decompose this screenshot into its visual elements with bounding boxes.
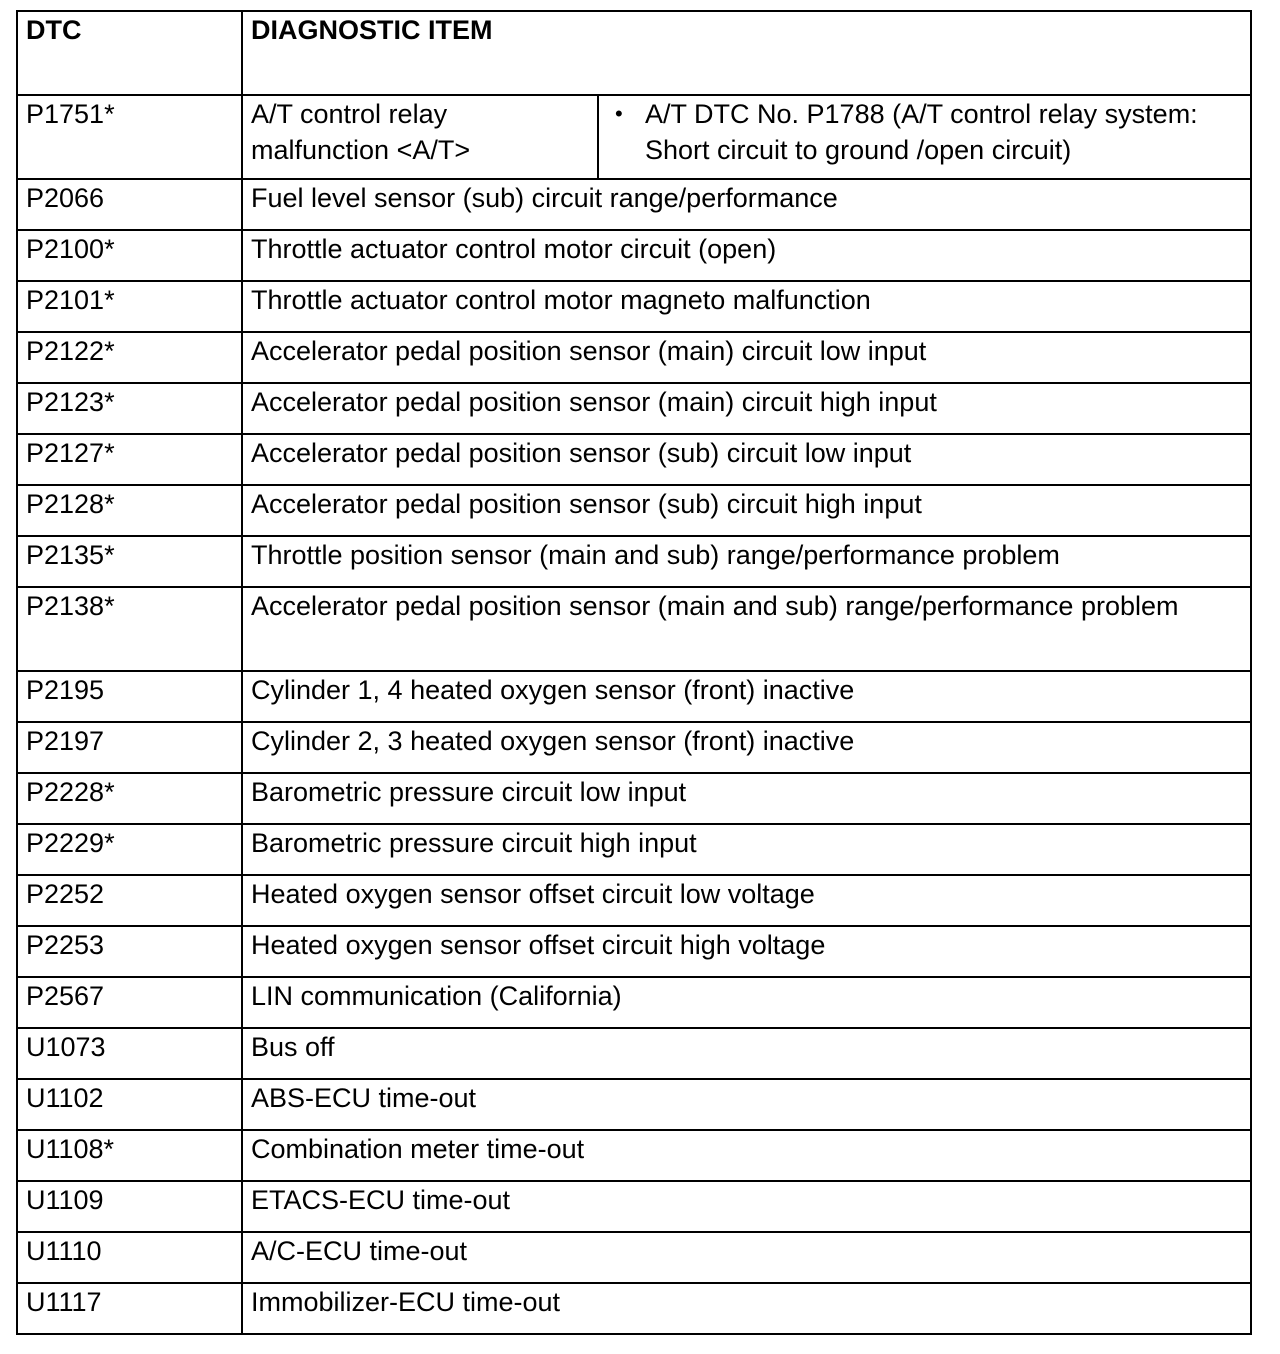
table-row bbox=[17, 485, 1251, 536]
dtc-code: P2123* bbox=[17, 383, 242, 434]
diagnostic-item: A/T control relay malfunction <A/T> bbox=[242, 95, 598, 179]
dtc-code: U1110 bbox=[17, 1232, 242, 1283]
diagnostic-item: Accelerator pedal position sensor (main) circuit low input bbox=[242, 332, 1251, 383]
diagnostic-item: Accelerator pedal position sensor (main and sub) range/performance problem bbox=[242, 587, 1251, 671]
table-row bbox=[17, 977, 1251, 1028]
diagnostic-item: Barometric pressure circuit low input bbox=[242, 773, 1251, 824]
dtc-code: P2138* bbox=[17, 587, 242, 671]
header-diagnostic-item: DIAGNOSTIC ITEM bbox=[242, 11, 1251, 95]
dtc-code: P2128* bbox=[17, 485, 242, 536]
bullet-icon: • bbox=[615, 101, 623, 126]
table-row bbox=[17, 179, 1251, 230]
diagnostic-item: Accelerator pedal position sensor (sub) circuit low input bbox=[242, 434, 1251, 485]
dtc-code: P2567 bbox=[17, 977, 242, 1028]
table-row bbox=[17, 1079, 1251, 1130]
dtc-code: P2122* bbox=[17, 332, 242, 383]
diagnostic-item: Barometric pressure circuit high input bbox=[242, 824, 1251, 875]
diagnostic-item: Throttle position sensor (main and sub) range/performance problem bbox=[242, 536, 1251, 587]
table-row bbox=[17, 722, 1251, 773]
dtc-code: P2066 bbox=[17, 179, 242, 230]
table-row bbox=[17, 1130, 1251, 1181]
dtc-code: P2229* bbox=[17, 824, 242, 875]
table-row bbox=[17, 95, 1251, 179]
dtc-code: P2252 bbox=[17, 875, 242, 926]
dtc-code: P2228* bbox=[17, 773, 242, 824]
table-row bbox=[17, 383, 1251, 434]
diagnostic-item: ETACS-ECU time-out bbox=[242, 1181, 1251, 1232]
dtc-code: P2100* bbox=[17, 230, 242, 281]
table-row bbox=[17, 1232, 1251, 1283]
dtc-table bbox=[16, 10, 1252, 1335]
diagnostic-item: Cylinder 1, 4 heated oxygen sensor (front) inactive bbox=[242, 671, 1251, 722]
diagnostic-item: Accelerator pedal position sensor (main) circuit high input bbox=[242, 383, 1251, 434]
dtc-code: P2127* bbox=[17, 434, 242, 485]
dtc-code: U1109 bbox=[17, 1181, 242, 1232]
diagnostic-item: Heated oxygen sensor offset circuit low voltage bbox=[242, 875, 1251, 926]
dtc-code: U1102 bbox=[17, 1079, 242, 1130]
table-row bbox=[17, 773, 1251, 824]
table-row bbox=[17, 1028, 1251, 1079]
header-dtc: DTC bbox=[17, 11, 242, 95]
diagnostic-item: Fuel level sensor (sub) circuit range/performance bbox=[242, 179, 1251, 230]
table-row bbox=[17, 332, 1251, 383]
table-row bbox=[17, 1181, 1251, 1232]
diagnostic-item: Throttle actuator control motor magneto malfunction bbox=[242, 281, 1251, 332]
table-row bbox=[17, 434, 1251, 485]
table-row bbox=[17, 281, 1251, 332]
dtc-code: P2195 bbox=[17, 671, 242, 722]
table-row bbox=[17, 875, 1251, 926]
diagnostic-note bbox=[598, 95, 1251, 179]
dtc-code: P2197 bbox=[17, 722, 242, 773]
table-row bbox=[17, 926, 1251, 977]
diagnostic-item: A/C-ECU time-out bbox=[242, 1232, 1251, 1283]
diagnostic-item: Bus off bbox=[242, 1028, 1251, 1079]
dtc-code: P2101* bbox=[17, 281, 242, 332]
dtc-code: P1751* bbox=[17, 95, 242, 179]
diagnostic-item: LIN communication (California) bbox=[242, 977, 1251, 1028]
table-row bbox=[17, 1283, 1251, 1334]
diagnostic-item: ABS-ECU time-out bbox=[242, 1079, 1251, 1130]
table-row bbox=[17, 230, 1251, 281]
diagnostic-item: Combination meter time-out bbox=[242, 1130, 1251, 1181]
dtc-code: P2135* bbox=[17, 536, 242, 587]
diagnostic-item: Accelerator pedal position sensor (sub) circuit high input bbox=[242, 485, 1251, 536]
diagnostic-item: Cylinder 2, 3 heated oxygen sensor (front) inactive bbox=[242, 722, 1251, 773]
diagnostic-item: Heated oxygen sensor offset circuit high voltage bbox=[242, 926, 1251, 977]
table-row bbox=[17, 536, 1251, 587]
table-row bbox=[17, 587, 1251, 671]
dtc-code: U1108* bbox=[17, 1130, 242, 1181]
dtc-code: U1117 bbox=[17, 1283, 242, 1334]
diagnostic-item: Immobilizer-ECU time-out bbox=[242, 1283, 1251, 1334]
table-row bbox=[17, 824, 1251, 875]
dtc-code: U1073 bbox=[17, 1028, 242, 1079]
diagnostic-item: Throttle actuator control motor circuit (open) bbox=[242, 230, 1251, 281]
header-row bbox=[17, 11, 1251, 95]
dtc-code: P2253 bbox=[17, 926, 242, 977]
note-text: A/T DTC No. P1788 (A/T control relay system: Short circuit to ground /open circuit) bbox=[645, 99, 1198, 165]
table-row bbox=[17, 671, 1251, 722]
